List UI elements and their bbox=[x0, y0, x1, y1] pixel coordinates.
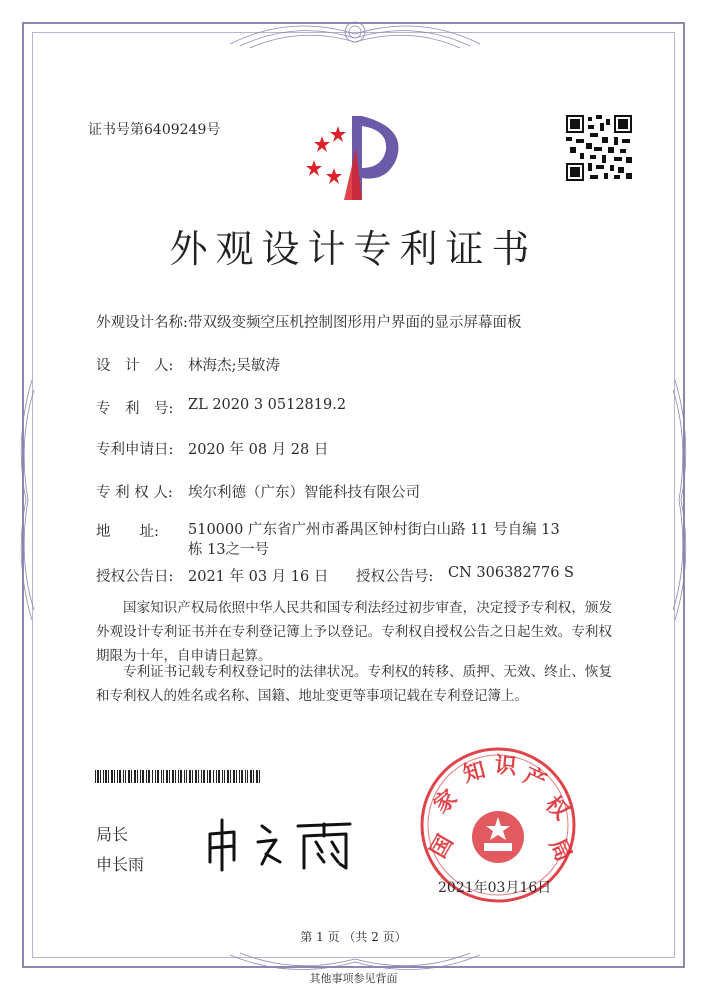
left-ornament bbox=[12, 380, 36, 620]
designer-value: 林海杰;吴敏涛 bbox=[188, 358, 280, 374]
design-name-label: 外观设计名称: bbox=[96, 315, 188, 331]
grant-number-label: 授权公告号: bbox=[356, 569, 434, 585]
svg-text:家: 家 bbox=[429, 785, 463, 819]
field-grant-date bbox=[96, 565, 328, 586]
patent-number-label: 专 利 号: bbox=[96, 401, 174, 417]
top-ornament bbox=[230, 14, 480, 54]
svg-text:局: 局 bbox=[543, 834, 576, 866]
footer-note: 其他事项参见背面 bbox=[309, 972, 398, 985]
address-value: 510000 广东省广州市番禺区钟村街白山路 11 号自编 13 栋 13之一号 bbox=[188, 522, 560, 558]
field-grant-number bbox=[356, 565, 574, 586]
grant-date-label: 授权公告日: bbox=[96, 569, 174, 585]
filing-date-label: 专利申请日: bbox=[96, 442, 174, 458]
designer-label: 设 计 人: bbox=[96, 358, 174, 374]
svg-text:产: 产 bbox=[519, 763, 551, 796]
patent-office-logo bbox=[300, 108, 410, 208]
field-patentee bbox=[96, 481, 420, 502]
patent-number-value: ZL 2020 3 0512819.2 bbox=[188, 397, 347, 413]
filing-date-value: 2020 年 08 月 28 日 bbox=[188, 442, 329, 458]
right-ornament bbox=[671, 380, 695, 620]
field-design-name bbox=[96, 311, 522, 332]
field-filing-date bbox=[96, 438, 328, 459]
svg-text:识: 识 bbox=[493, 753, 518, 780]
barcode bbox=[95, 770, 260, 783]
design-name-value: 带双级变频空压机控制图形用户界面的显示屏幕面板 bbox=[188, 315, 522, 331]
page-number: 第 1 页 （共 2 页） bbox=[300, 930, 407, 944]
address-label: 地 址: bbox=[96, 524, 159, 540]
svg-text:知: 知 bbox=[460, 757, 489, 788]
seal-date: 2021年03月16日 bbox=[438, 880, 552, 896]
certificate-number: 证书号第6409249号 bbox=[88, 122, 221, 138]
field-designer bbox=[96, 354, 280, 375]
svg-text:国: 国 bbox=[426, 830, 459, 863]
legal-status-paragraph: 专利证书记载专利权登记时的法律状况。专利权的转移、质押、无效、终止、恢复和专利权人的姓名或名称、国籍、地址变更等事项记载在专利登记簿上。 bbox=[96, 664, 612, 704]
grant-date-value: 2021 年 03 月 16 日 bbox=[188, 569, 329, 585]
signatory-title: 局长 bbox=[96, 825, 129, 844]
grant-number-value: CN 306382776 S bbox=[448, 565, 574, 581]
signatory-name: 申长雨 bbox=[96, 855, 145, 874]
certificate-title: 外观设计专利证书 bbox=[169, 227, 538, 271]
patentee-value: 埃尔利德（广东）智能科技有限公司 bbox=[188, 485, 420, 501]
svg-text:权: 权 bbox=[539, 791, 574, 826]
field-patent-number bbox=[96, 397, 346, 418]
qr-code-icon bbox=[566, 115, 632, 181]
grant-statement-paragraph: 国家知识产权局依照中华人民共和国专利法经过初步审查，决定授予专利权，颁发外观设计专利证书并在专利登记簿上予以登记。专利权自授权公告之日起生效。专利权期限为十年，自申请日起算。 bbox=[96, 600, 612, 664]
handwritten-signature bbox=[200, 812, 360, 872]
field-address bbox=[96, 520, 578, 560]
patentee-label: 专 利 权 人: bbox=[96, 485, 173, 501]
